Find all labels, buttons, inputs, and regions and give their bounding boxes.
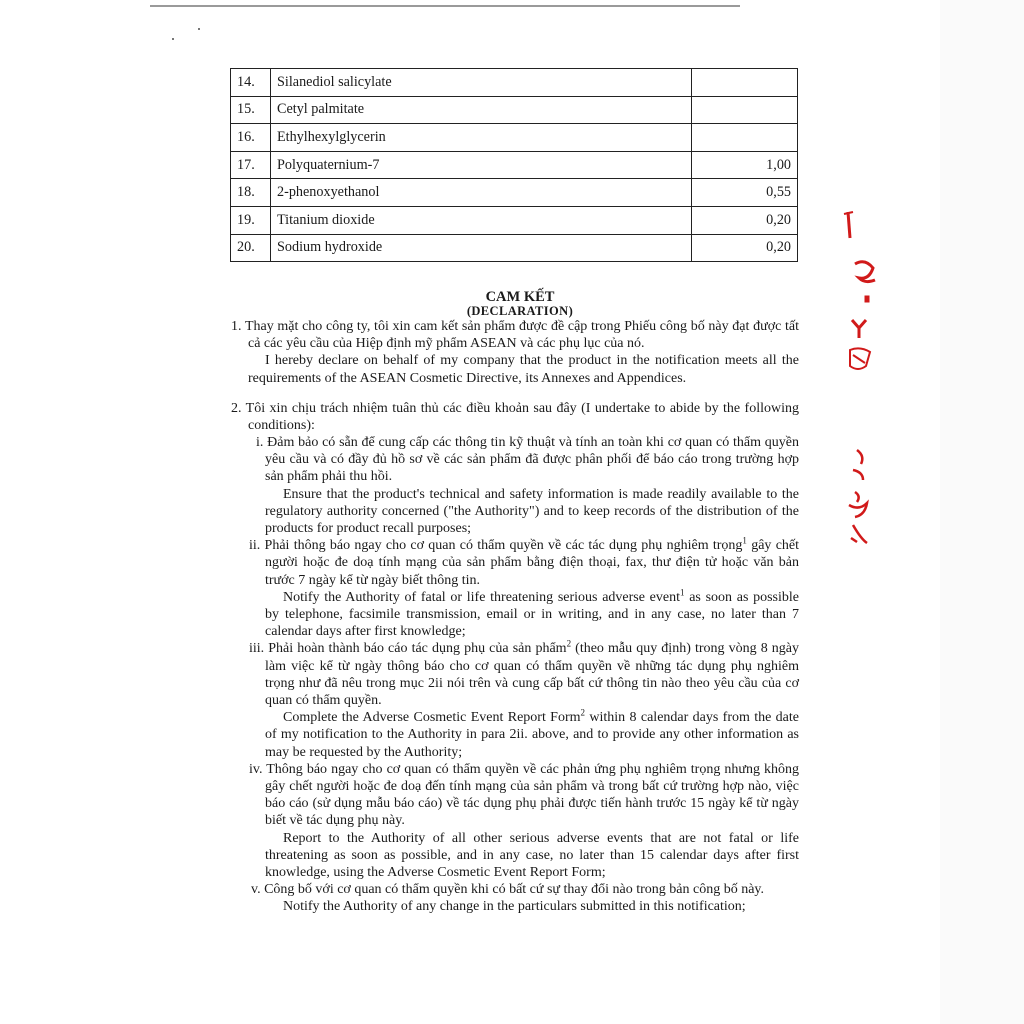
clause-1-en: I hereby declare on behalf of my company that the product in the notification meets all the requirements of the ASEAN Cosmetic Directive, its Annexes and Appendices. — [248, 353, 799, 386]
table-row — [231, 179, 798, 207]
item-v-en: Notify the Authority of any change in the particulars submitted in this notification; — [283, 899, 746, 915]
ingredient-name: Silanediol salicylate — [271, 69, 692, 97]
concentration-value: 0,20 — [692, 206, 798, 234]
concentration-value: 1,00 — [692, 151, 798, 179]
ingredient-name: 2-phenoxyethanol — [271, 179, 692, 207]
ingredient-name: Cetyl palmitate — [271, 96, 692, 124]
item-iii-vi — [249, 640, 799, 709]
speck — [172, 38, 174, 40]
item-iii-en-b: within 8 calendar days from the date of my notification to the Authority in para 2ii. above, and to provide any other information as may be requested by the Authority; — [265, 710, 799, 760]
footnote-ref: 2 — [566, 638, 572, 649]
footnote-ref: 1 — [679, 587, 685, 598]
clause-1 — [231, 318, 799, 387]
row-number: 19. — [231, 206, 271, 234]
clause-1-vi: 1. Thay mặt cho công ty, tôi xin cam kết sản phẩm được đề cập trong Phiếu công bố này đạt được tất cả các yêu cầu của Hiệp định mỹ phẩm ASEAN và các phụ lục của nó. — [231, 319, 799, 352]
item-v-vi: v. Công bố với cơ quan có thẩm quyền khi có bất cứ sự thay đổi nào trong bản công bố này. — [251, 882, 765, 898]
table-row — [231, 69, 798, 97]
row-number: 15. — [231, 96, 271, 124]
item-ii-en — [249, 589, 799, 641]
item-ii-vi-a: ii. Phải thông báo ngay cho cơ quan có thẩm quyền về các tác dụng phụ nghiêm trọng — [249, 538, 743, 554]
concentration-value: 0,55 — [692, 179, 798, 207]
page-shadow — [940, 0, 1024, 1024]
table-row — [231, 124, 798, 152]
item-ii-vi-b: gây chết người hoặc đe doạ tính mạng của sản phẩm bằng điện thoại, fax, thư điện tử hoặc văn bản trước 7 ngày kể từ ngày biết thông tin. — [265, 538, 800, 588]
concentration-value — [692, 69, 798, 97]
item-iii-en — [249, 709, 799, 761]
table-row — [231, 96, 798, 124]
ingredient-name: Ethylhexylglycerin — [271, 124, 692, 152]
footnote-ref: 1 — [742, 535, 747, 546]
row-number: 16. — [231, 124, 271, 152]
clause-2-intro-text: 2. Tôi xin chịu trách nhiệm tuân thủ các điều khoản sau đây (I undertake to abide by the following conditions): — [231, 401, 799, 434]
concentration-value — [692, 124, 798, 152]
table-row — [231, 234, 798, 262]
item-ii-en-b: as soon as possible by telephone, facsimile transmission, email or in writing, and in any case, no later than 7 calendar days after first knowledge; — [265, 589, 799, 640]
ingredients-table — [230, 68, 798, 262]
declaration-title-vi: CAM KẾT — [485, 289, 555, 305]
concentration-value — [692, 96, 798, 124]
item-iii-vi-b: (theo mẫu quy định) trong vòng 8 ngày làm việc kể từ ngày thông báo cho cơ quan có thẩm quyền về những tác dụng phụ nghiêm trọng như đã nêu trong mục 2ii nói trên và cung cấp bất cứ thông tin nào theo yêu cầu của cơ quan có thẩm quyền. — [265, 641, 799, 709]
concentration-value: 0,20 — [692, 234, 798, 262]
clause-2-intro — [231, 400, 799, 434]
table-row — [231, 151, 798, 179]
row-number: 20. — [231, 234, 271, 262]
row-number: 18. — [231, 179, 271, 207]
item-iv-vi: iv. Thông báo ngay cho cơ quan có thẩm quyền về các phản ứng phụ nghiêm trọng nhưng không gây chết người hoặc đe doạ đến tính mạng của sản phẩm và trong bất cứ trường hợp nào, việc báo cáo (sử dụng mẫu báo cáo) về tác dụng phụ phải được tiến hành trước 15 ngày kể từ ngày biết về tác dụng phụ này. — [249, 761, 799, 829]
clause-2-items — [249, 434, 799, 916]
item-ii-en-a: Notify the Authority of fatal or life threatening serious adverse event — [283, 589, 680, 605]
declaration-title-en: (DECLARATION) — [466, 304, 574, 318]
row-number: 14. — [231, 69, 271, 97]
scan-edge — [150, 5, 740, 7]
item-ii-vi — [249, 537, 799, 589]
item-i-vi: i. Đảm bảo có sẵn để cung cấp các thông tin kỹ thuật và tính an toàn khi cơ quan có thẩm quyền yêu cầu và có đầy đủ hồ sơ về các sản phẩm đã được phân phối để báo cáo trong trường hợp sản phẩm phải thu hồi. — [256, 435, 799, 485]
item-iv-en: Report to the Authority of all other serious adverse events that are not fatal or life threatening as soon as possible, and in any case, no later than 15 calendar days after first knowledge, using the Adverse Cosmetic Event Report Form; — [265, 830, 799, 881]
item-iii-vi-a: iii. Phải hoàn thành báo cáo tác dụng phụ của sản phẩm — [249, 641, 567, 657]
ingredient-name: Titanium dioxide — [271, 206, 692, 234]
ingredient-name: Polyquaternium-7 — [271, 151, 692, 179]
footnote-ref: 2 — [580, 707, 586, 718]
ingredient-name: Sodium hydroxide — [271, 234, 692, 262]
item-i-en: Ensure that the product's technical and safety information is made readily available to the regulatory authority concerned ("the Authority") and to keep records of the distribution of the products for product recall purposes; — [265, 486, 799, 537]
row-number: 17. — [231, 151, 271, 179]
seal-stamp-fragment — [835, 200, 895, 580]
table-row — [231, 206, 798, 234]
speck — [198, 28, 200, 30]
item-iii-en-a: Complete the Adverse Cosmetic Event Report Form — [283, 710, 581, 726]
